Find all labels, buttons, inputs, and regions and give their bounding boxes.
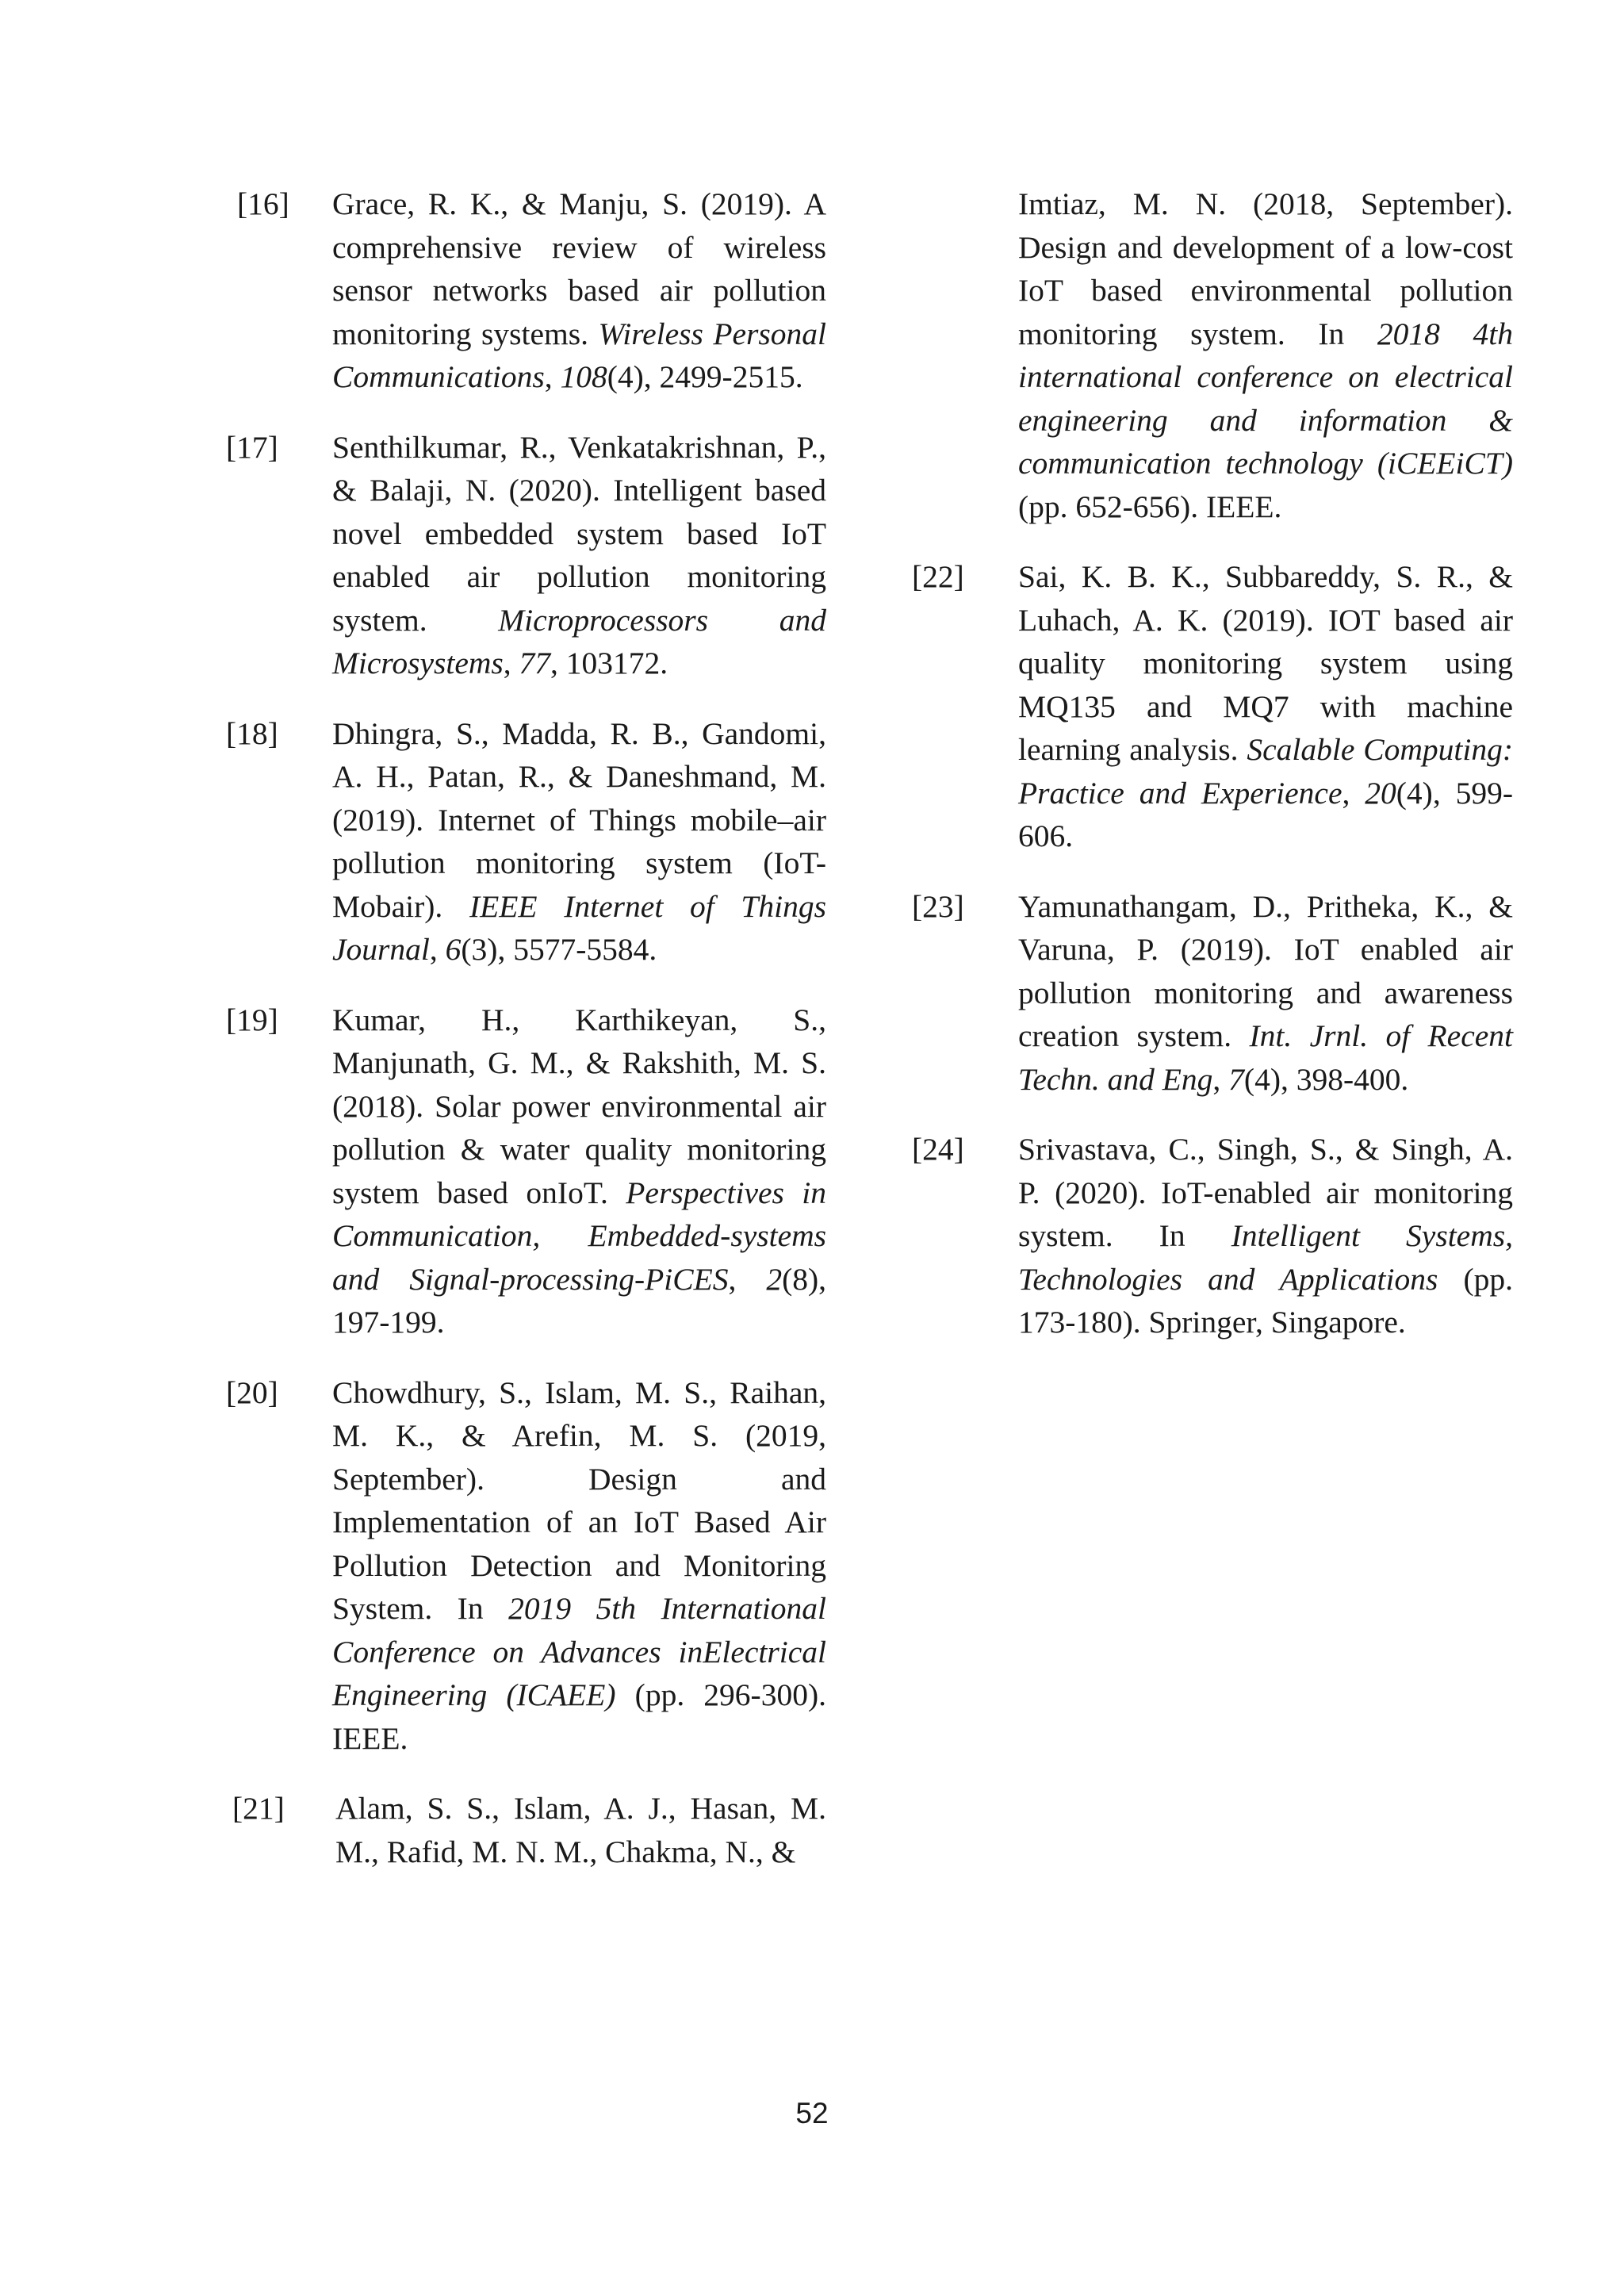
volume: 6 xyxy=(445,932,462,967)
page-number: 52 xyxy=(795,2097,829,2129)
reference-number: [16] xyxy=(237,186,289,221)
conference-title: 2018 4th international conference on electrical engineering and information & communication technology (iCEEiCT) xyxy=(1018,316,1513,481)
references-column-left xyxy=(226,182,826,1900)
reference-text: Srivastava, C., Singh, S., & Singh, A. P. (2020). IoT-enabled air monitoring system. In Intelligent Systems, Technologies and Applications (pp. 173-180). Springer, Singapore. xyxy=(1018,1132,1513,1340)
reference-number: [18] xyxy=(226,715,278,751)
reference-text: Yamunathangam, D., Pritheka, K., & Varuna, P. (2019). IoT enabled air pollution monitoring and awareness creation system. Int. Jrnl. of Recent Techn. and Eng, 7(4), 398-400. xyxy=(1018,888,1513,1097)
reference-text: Senthilkumar, R., Venkatakrishnan, P., & Balaji, N. (2020). Intelligent based novel embedded system based IoT enabled air pollution monitoring system. Microprocessors and Microsystems, 77, 103172. xyxy=(332,429,826,680)
reference-text: Alam, S. S., Islam, A. J., Hasan, M. M., Rafid, M. N. M., Chakma, N., & xyxy=(335,1791,826,1869)
reference-text: Grace, R. K., & Manju, S. (2019). A comprehensive review of wireless sensor networks based air pollution monitoring systems. Wireless Personal Communications, 108(4), 2499-2515. xyxy=(332,186,826,394)
reference-number: [19] xyxy=(226,1002,278,1037)
reference-24 xyxy=(912,1128,1513,1344)
reference-19 xyxy=(226,999,826,1344)
reference-number: [24] xyxy=(912,1132,964,1167)
reference-18 xyxy=(226,712,826,972)
reference-number: [22] xyxy=(912,559,964,594)
reference-text: Sai, K. B. K., Subbareddy, S. R., & Luhach, A. K. (2019). IOT based air quality monitoring system using MQ135 and MQ7 with machine learning analysis. Scalable Computing: Practice and Experience, 20(4), 599-606. xyxy=(1018,559,1514,853)
volume: 108 xyxy=(560,359,607,394)
reference-22 xyxy=(912,555,1513,858)
reference-20 xyxy=(226,1371,826,1761)
references-column-right xyxy=(912,182,1513,1371)
journal-title: Perspectives in Communication, Embedded-systems and Signal-processing-PiCES xyxy=(332,1175,827,1297)
volume: 7 xyxy=(1228,1061,1244,1097)
reference-17 xyxy=(226,426,826,685)
volume: 20 xyxy=(1365,775,1396,811)
volume: 77 xyxy=(519,646,550,680)
reference-16 xyxy=(226,182,826,399)
reference-21-continued: Imtiaz, M. N. (2018, September). Design and development of a low-cost IoT based environmental pollution monitoring system. In 2018 4th international conference on electrical engineering and information & communication technology (iCEEiCT) (pp. 652-656). IEEE. xyxy=(1018,186,1513,524)
reference-text: Dhingra, S., Madda, R. B., Gandomi, A. H., Patan, R., & Daneshmand, M. (2019). Internet of Things mobile–air pollution monitoring system (IoT-Mobair). IEEE Internet of Things Journal, 6(3), 5577-5584. xyxy=(332,715,826,967)
journal-title: Microprocessors and Microsystems xyxy=(332,602,826,680)
reference-number: [23] xyxy=(912,888,964,924)
journal-title: IEEE Internet of Things Journal xyxy=(332,888,826,967)
reference-text: Kumar, H., Karthikeyan, S., Manjunath, G. M., & Rakshith, M. S. (2018). Solar power environmental air pollution & water quality monitoring system based onIoT. Perspectives in Communication, Embedded-systems and Signal-processing-PiCES, 2(8), 197-199. xyxy=(332,1002,827,1340)
reference-number: [20] xyxy=(226,1374,278,1410)
journal-title: Scalable Computing: Practice and Experience xyxy=(1018,732,1513,811)
reference-23 xyxy=(912,885,1513,1102)
conference-title: 2019 5th International Conference on Advances inElectrical Engineering (ICAEE) xyxy=(332,1591,826,1712)
reference-number: [21] xyxy=(232,1791,285,1826)
volume: 2 xyxy=(766,1261,783,1297)
reference-21 xyxy=(226,1787,826,1873)
journal-title: Int. Jrnl. of Recent Techn. and Eng xyxy=(1018,1018,1513,1097)
reference-number: [17] xyxy=(226,429,278,465)
reference-text: Chowdhury, S., Islam, M. S., Raihan, M. K., & Arefin, M. S. (2019, September). Design and Implementation of an IoT Based Air Pollution Detection and Monitoring System. In 2019 5th International Conference on Advances inElectrical Engineering (ICAEE) (pp. 296-300). IEEE. xyxy=(332,1374,826,1756)
book-title: Intelligent Systems, Technologies and Applications xyxy=(1018,1218,1513,1297)
journal-title: Wireless Personal Communications xyxy=(332,316,826,394)
